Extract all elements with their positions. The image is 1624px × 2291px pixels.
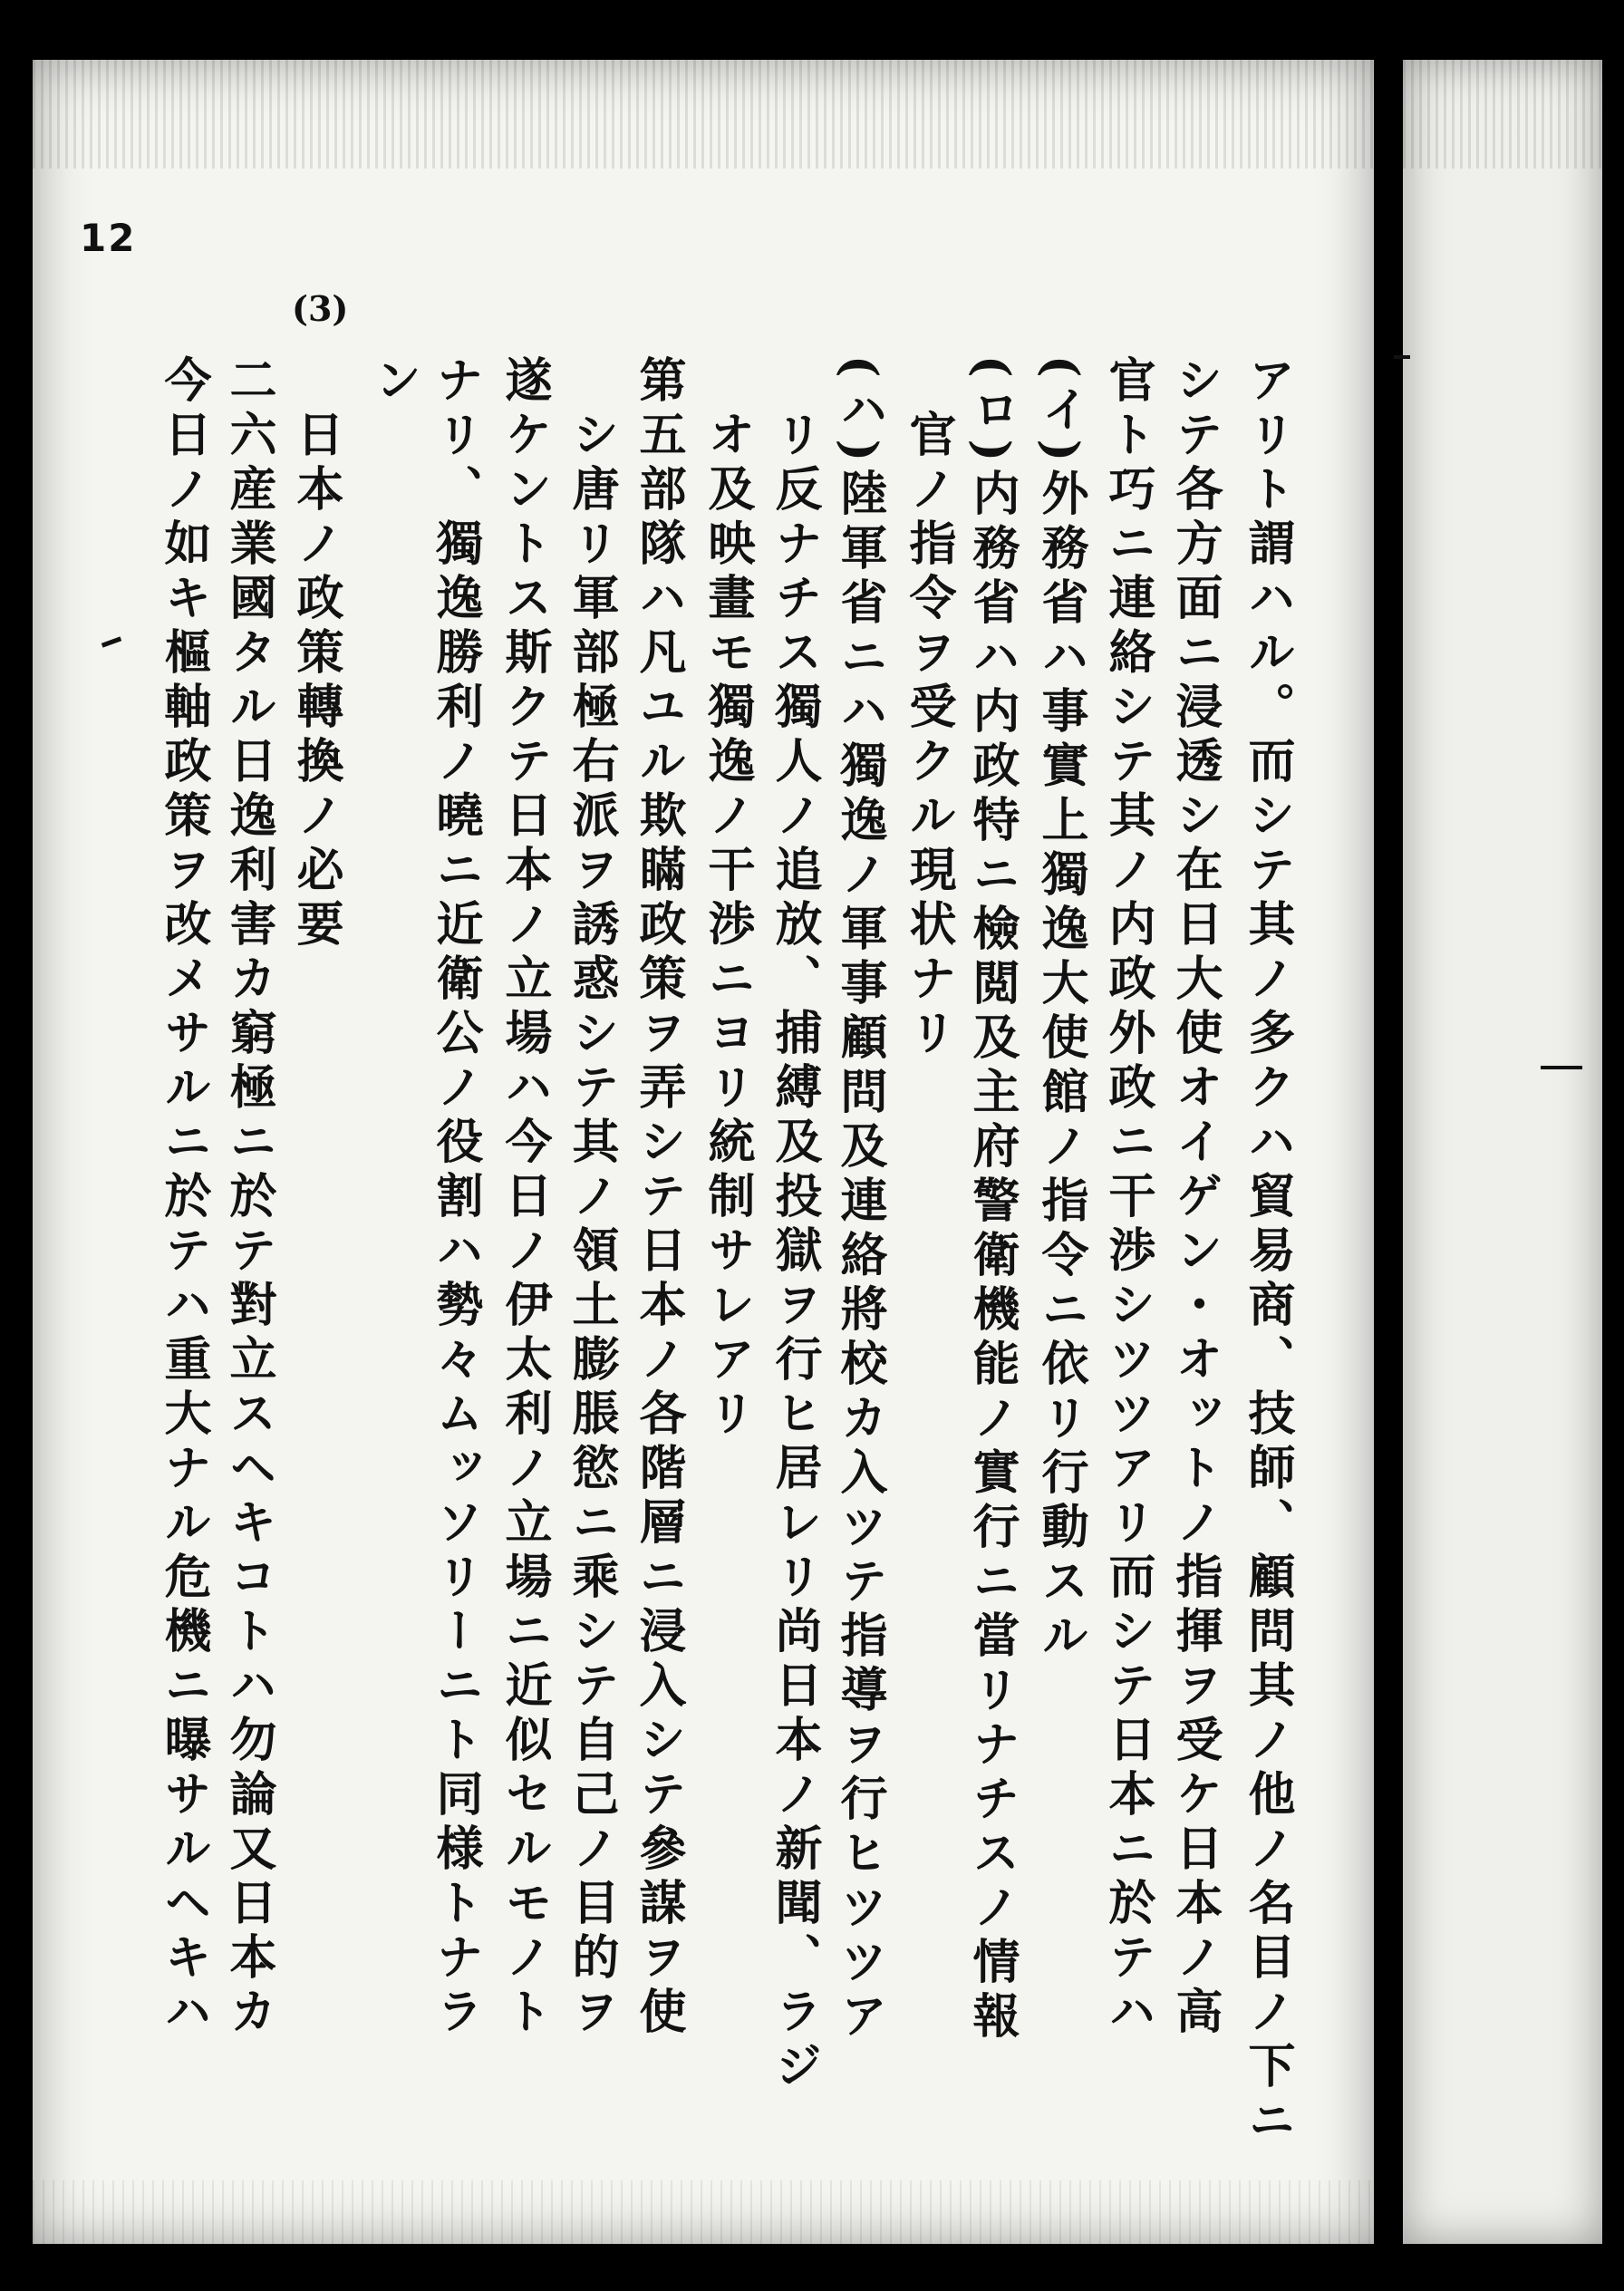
text-column: 官ノ指令ヲ受クル現状ナリ — [901, 410, 956, 1062]
scan-mark — [1541, 1066, 1582, 1069]
section-heading: 日本ノ政策轉換ノ必要 — [288, 410, 343, 953]
adjacent-page — [1403, 60, 1602, 2244]
text-column: ン — [366, 355, 421, 410]
scan-noise-bottom — [33, 2180, 1374, 2244]
text-column: シテ各方面ニ浸透シ在日大使オイゲン・オットノ指揮ヲ受ケ日本ノ高 — [1167, 355, 1223, 2041]
scan-mark — [1394, 355, 1410, 359]
scan-noise-top-right — [1403, 60, 1602, 169]
text-column: (ハ)陸軍省ニハ獨逸ノ軍事顧問及連絡將校カ入ツテ指導ヲ行ヒツツア — [832, 355, 887, 2046]
text-column: 二六産業國タル日逸利害カ窮極ニ於テ對立スヘキコトハ勿論又日本カ — [221, 355, 276, 2041]
text-column: リ反ナチス獨人ノ追放、捕縛及投獄ヲ行ヒ居レリ尚日本ノ新聞、ラジ — [767, 410, 822, 2095]
page-number: 12 — [80, 216, 137, 260]
text-column: ナリ、獨逸勝利ノ曉ニ近衛公ノ役割ハ勢々ムッソリーニト同様トナラ — [428, 355, 483, 2041]
text-column: (イ)外務省ハ事實上獨逸大使館ノ指令ニ依リ行動スル — [1033, 355, 1088, 1666]
scan-noise-top — [33, 60, 1374, 169]
text-column: シ唐リ軍部極右派ヲ誘惑シテ其ノ領土膨脹慾ニ乘シテ自己ノ目的ヲ — [564, 410, 619, 2041]
text-column: 官ト巧ニ連絡シテ其ノ内政外政ニ干渉シツツアリ而シテ日本ニ於テハ — [1100, 355, 1155, 2041]
text-column: アリト謂ハル。而シテ其ノ多クハ貿易商、技師、顧問其ノ他ノ名目ノ下ニ — [1240, 355, 1295, 2150]
text-column: (ロ)内務省ハ内政特ニ檢閲及主府警衛機能ノ實行ニ當リナチスノ情報 — [964, 355, 1020, 2046]
text-column: 今日ノ如キ樞軸政策ヲ改メサルニ於テハ重大ナル危機ニ曝サルヘキハ — [156, 355, 211, 2041]
text-column: 第五部隊ハ凡ユル欺瞞政策ヲ弄シテ日本ノ各階層ニ浸入シテ參謀ヲ使 — [631, 355, 686, 2041]
section-number: (3) — [292, 288, 349, 329]
text-column: 遂ケントス斯クテ日本ノ立場ハ今日ノ伊太利ノ立場ニ近似セルモノト — [497, 355, 552, 2041]
text-column: オ及映畫モ獨逸ノ干渉ニヨリ統制サレアリ — [700, 410, 755, 1443]
